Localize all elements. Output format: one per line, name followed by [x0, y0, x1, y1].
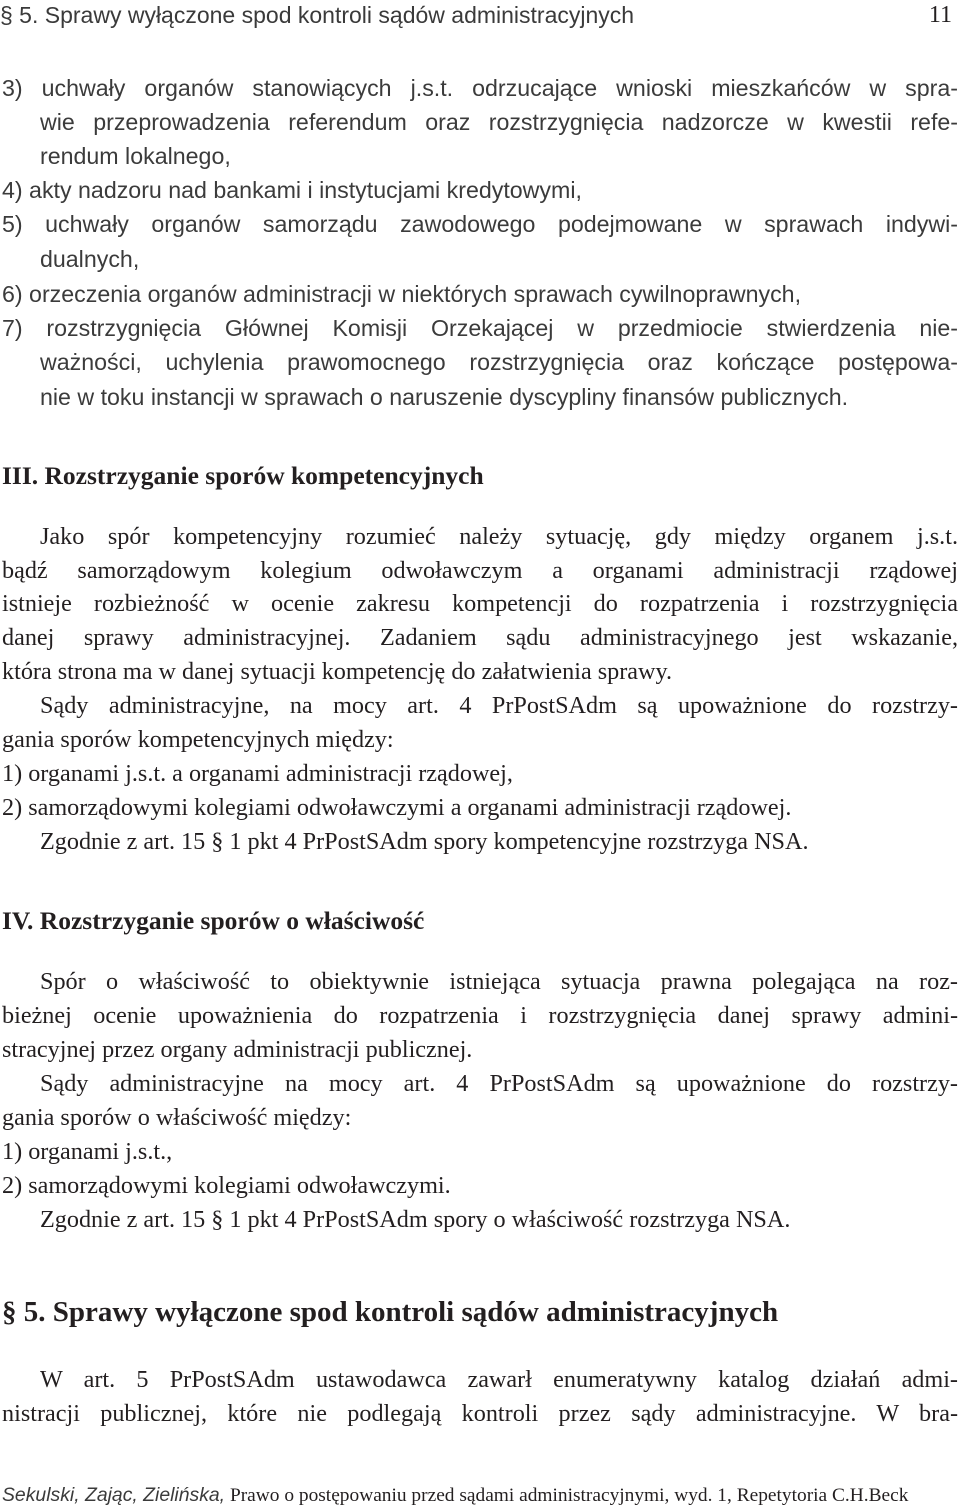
list-line: 7) rozstrzygnięcia Głównej Komisji Orzekającej w przedmiocie stwierdzenia nie- — [2, 315, 958, 341]
text-line: 2) samorządowymi kolegiami odwoławczymi a organami administracji rządowej. — [2, 794, 792, 821]
list-line: rendum lokalnego, — [40, 143, 231, 169]
text-line: 2) samorządowymi kolegiami odwoławczymi. — [2, 1172, 451, 1199]
text-line: Sądy administracyjne, na mocy art. 4 PrPostSAdm są upoważnione do rozstrzy- — [40, 692, 958, 719]
list-line: wie przeprowadzenia referendum oraz rozstrzygnięcia nadzorcze w kwestii refe- — [40, 109, 958, 135]
section-5-heading: § 5. Sprawy wyłączone spod kontroli sądów administracyjnych — [2, 1296, 779, 1328]
footer-title: Prawo o postępowaniu przed sądami administracyjnymi, wyd. 1, Repetytoria C.H.Beck — [229, 1485, 909, 1506]
section-4-heading: IV. Rozstrzyganie sporów o właściwość — [2, 906, 425, 935]
page-number: 11 — [928, 2, 952, 28]
text-line: Sądy administracyjne na mocy art. 4 PrPostSAdm są upoważnione do rozstrzy- — [40, 1070, 958, 1097]
section-3-heading: III. Rozstrzyganie sporów kompetencyjnych — [2, 461, 484, 490]
text-line: Jako spór kompetencyjny rozumieć należy sytuację, gdy między organem j.s.t. — [40, 523, 958, 550]
text-line: stracyjnej przez organy administracji publicznej. — [2, 1036, 473, 1063]
text-line: nistracji publicznej, które nie podlegają kontroli przez sądy administracyjne. W bra- — [2, 1400, 958, 1427]
list-line: 6) orzeczenia organów administracji w niektórych sprawach cywilnoprawnych, — [2, 281, 802, 307]
list-line: 3) uchwały organów stanowiących j.s.t. odrzucające wnioski mieszkańców w spra- — [2, 75, 958, 101]
text-line: gania sporów kompetencyjnych między: — [2, 726, 394, 753]
running-header: § 5. Sprawy wyłączone spod kontroli sądów administracyjnych — [0, 2, 635, 28]
list-line: 4) akty nadzoru nad bankami i instytucjami kredytowymi, — [2, 177, 582, 203]
footer — [2, 1484, 908, 1507]
text-line: Spór o właściwość to obiektywnie istniejąca sytuacja prawna polegająca na roz- — [40, 968, 958, 995]
text-line: danej sprawy administracyjnej. Zadaniem sądu administracyjnego jest wskazanie, — [2, 624, 958, 651]
text-line: Zgodnie z art. 15 § 1 pkt 4 PrPostSAdm spory o właściwość rozstrzyga NSA. — [40, 1206, 791, 1233]
text-line: bądź samorządowym kolegium odwoławczym a organami administracji rządowej — [2, 557, 958, 584]
footer-authors: Sekulski, Zając, Zielińska, — [2, 1484, 226, 1506]
text-line: W art. 5 PrPostSAdm ustawodawca zawarł enumeratywny katalog działań admi- — [40, 1366, 958, 1393]
text-line: 1) organami j.s.t., — [2, 1138, 173, 1165]
text-line: bieżnej ocenie upoważnienia do rozpatrzenia i rozstrzygnięcia danej sprawy admini- — [2, 1002, 958, 1029]
list-line: dualnych, — [40, 246, 140, 272]
list-line: ważności, uchylenia prawomocnego rozstrzygnięcia oraz kończące postępowa- — [40, 349, 958, 375]
text-line: 1) organami j.s.t. a organami administracji rządowej, — [2, 760, 513, 787]
text-line: Zgodnie z art. 15 § 1 pkt 4 PrPostSAdm spory kompetencyjne rozstrzyga NSA. — [40, 828, 809, 855]
text-line: istnieje rozbieżność w ocenie zakresu kompetencji do rozpatrzenia i rozstrzygnięcia — [2, 590, 958, 617]
list-line: 5) uchwały organów samorządu zawodowego podejmowane w sprawach indywi- — [2, 211, 958, 237]
text-line: gania sporów o właściwość między: — [2, 1104, 352, 1131]
list-line: nie w toku instancji w sprawach o naruszenie dyscypliny finansów publicznych. — [40, 384, 849, 410]
text-line: która strona ma w danej sytuacji kompetencję do załatwienia sprawy. — [2, 658, 673, 685]
